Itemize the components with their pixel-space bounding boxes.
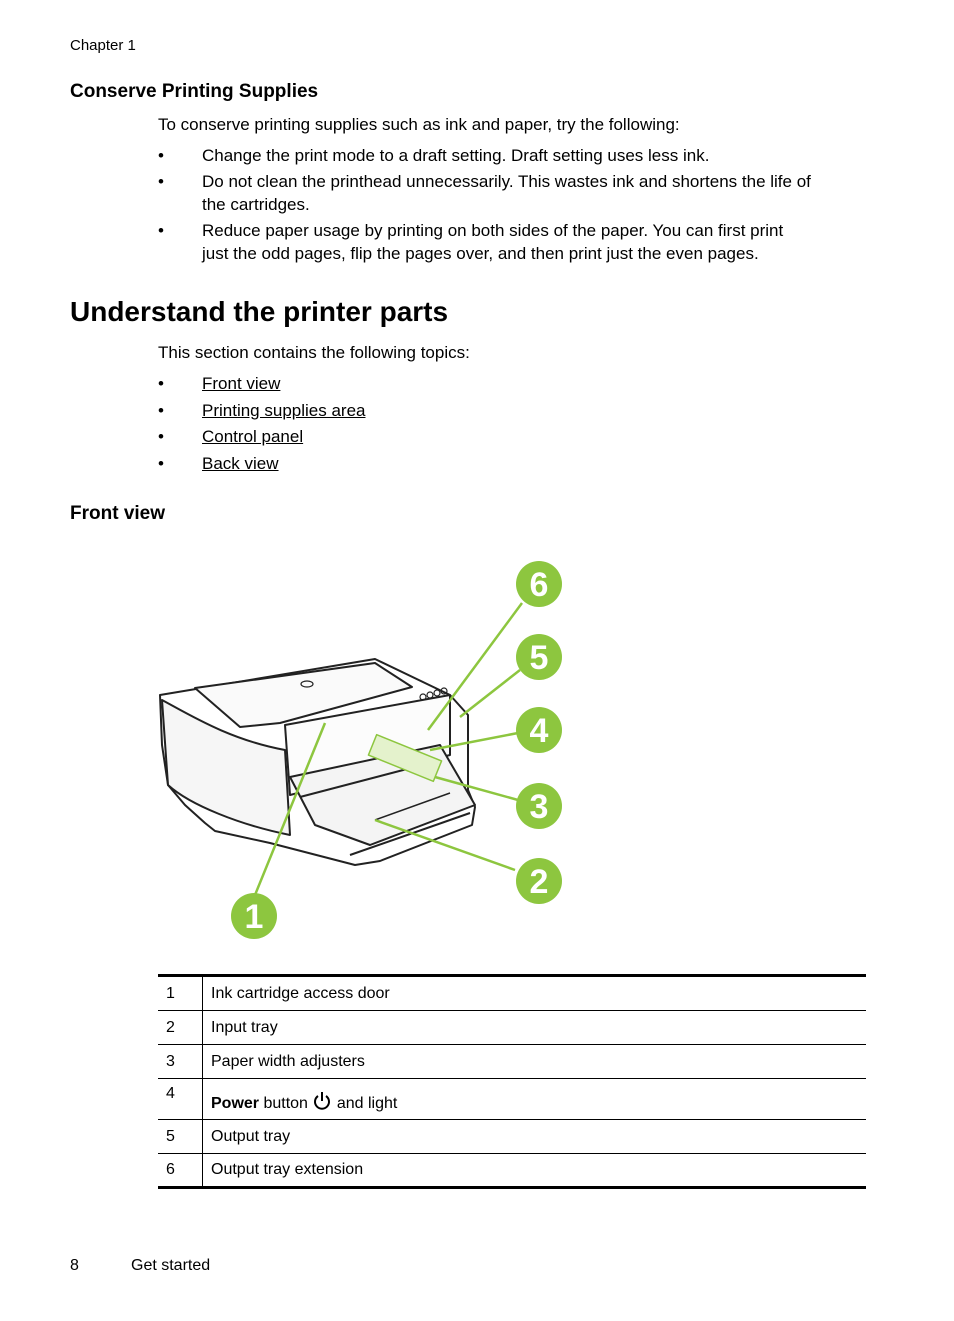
table-row <box>158 976 866 1011</box>
bullet-dot: • <box>158 454 164 473</box>
callout-4-label: 4 <box>529 712 549 750</box>
power-label-bold: Power <box>211 1095 260 1112</box>
bullet-dot: • <box>158 221 164 240</box>
callout-5-label: 5 <box>529 639 549 677</box>
link-front-view[interactable]: Front view <box>202 374 281 393</box>
table-row <box>158 1011 866 1045</box>
table-cell-label: Ink cartridge access door <box>203 976 867 1011</box>
table-cell-number: 1 <box>158 976 203 1011</box>
link-back-view[interactable]: Back view <box>202 454 279 473</box>
power-label-mid: button <box>259 1095 313 1112</box>
table-cell-label: Paper width adjusters <box>203 1045 867 1079</box>
footer-section: Get started <box>131 1257 211 1274</box>
bullet-dot: • <box>158 427 164 446</box>
bullet-text-cont: just the odd pages, flip the pages over, and then print just the even pages. <box>202 244 759 263</box>
bullet-dot: • <box>158 172 164 191</box>
parts-table <box>158 974 866 1189</box>
bullet-text-cont: the cartridges. <box>202 195 310 214</box>
link-control-panel[interactable]: Control panel <box>202 427 304 446</box>
section-title-conserve: Conserve Printing Supplies <box>70 81 319 102</box>
table-cell-label: Input tray <box>203 1011 867 1045</box>
table-row <box>158 1079 866 1120</box>
table-row <box>158 1045 866 1079</box>
table-cell-label: Output tray <box>203 1120 867 1154</box>
table-cell-number: 4 <box>158 1079 203 1120</box>
printer-drawing <box>160 659 475 865</box>
link-printing-supplies-area[interactable]: Printing supplies area <box>202 401 366 420</box>
table-row <box>158 1120 866 1154</box>
power-icon <box>312 1091 332 1113</box>
bullet-text: Do not clean the printhead unnecessarily. This wastes ink and shortens the life of <box>202 172 811 191</box>
table-cell-number: 5 <box>158 1120 203 1154</box>
table-cell-number: 2 <box>158 1011 203 1045</box>
callout-6-label: 6 <box>529 566 549 604</box>
power-label-end: and light <box>332 1095 398 1112</box>
bullet-dot: • <box>158 146 164 165</box>
callout-3-label: 3 <box>529 788 549 826</box>
table-cell-number: 6 <box>158 1154 203 1188</box>
callout-1-label: 1 <box>244 898 264 936</box>
parts-intro: This section contains the following topics: <box>158 343 470 362</box>
bullet-dot: • <box>158 374 164 393</box>
table-cell-number: 3 <box>158 1045 203 1079</box>
table-cell-label: Output tray extension <box>203 1154 867 1188</box>
section-title-front-view: Front view <box>70 503 166 524</box>
bullet-text: Change the print mode to a draft setting. Draft setting uses less ink. <box>202 146 710 165</box>
bullet-dot: • <box>158 401 164 420</box>
printer-front-view-illustration <box>150 555 580 950</box>
conserve-intro: To conserve printing supplies such as ink and paper, try the following: <box>158 115 680 134</box>
running-head: Chapter 1 <box>70 37 136 54</box>
bullet-text: Reduce paper usage by printing on both sides of the paper. You can first print <box>202 221 784 240</box>
page-number: 8 <box>70 1257 79 1274</box>
page-title: Understand the printer parts <box>70 296 449 327</box>
callout-2-label: 2 <box>529 863 549 901</box>
table-row <box>158 1154 866 1188</box>
table-cell-label <box>203 1079 867 1120</box>
